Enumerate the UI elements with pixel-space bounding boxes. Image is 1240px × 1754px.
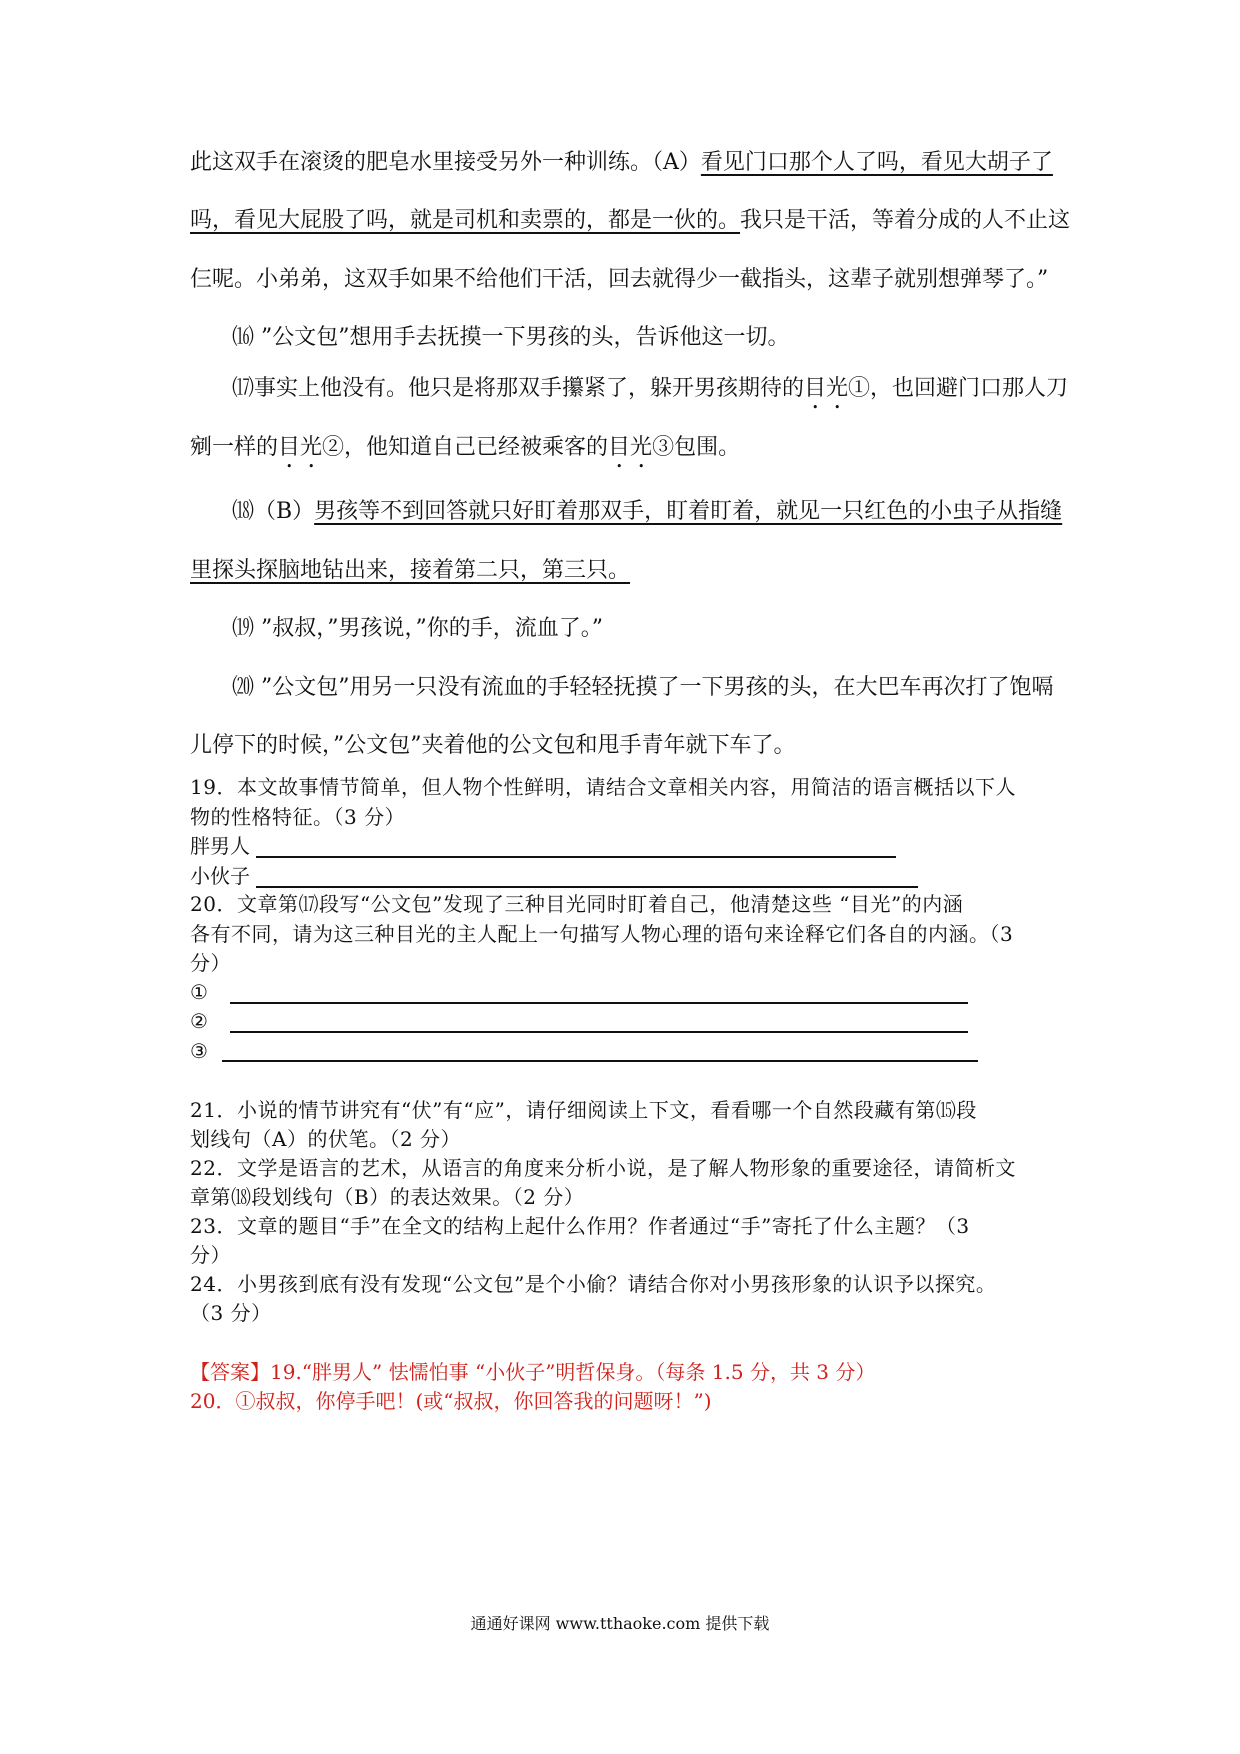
answer-blank-line[interactable] [230,1002,968,1004]
answer-19: 【答案】19.“胖男人” 怯懦怕事 “小伙子”明哲保身。（每条 1.5 分，共 3 分） [190,1360,876,1384]
paragraph-17 [232,374,1068,414]
answer-20: 20．①叔叔，你停手吧！(或“叔叔，你回答我的问题呀！”) [190,1389,712,1413]
emphasized-word: 目光 [608,435,653,460]
paragraph-17-continued [190,433,740,473]
passage-line: 仨呢。小弟弟，这双手如果不给他们干活，回去就得少一截指头，这辈子就别想弹琴了。” [190,267,1049,292]
row-label: ③ [190,1039,208,1063]
question-21: 21．小说的情节讲究有“伏”有“应”，请仔细阅读上下文，看看哪一个自然段藏有第⒂段 [190,1098,977,1122]
passage-text: ⒄事实上他没有。他只是将那双手攥紧了，躲开男孩期待的 [232,376,805,401]
paragraph-20: ⒇ ”公文包”用另一只没有流血的手轻轻抚摸了一下男孩的头，在大巴车再次打了饱嗝 [232,675,1054,700]
row-label: ② [190,1009,208,1033]
question-24: 24．小男孩到底有没有发现“公文包”是个小偷？请结合你对小男孩形象的认识予以探究。 [190,1272,997,1296]
paragraph-16: ⒃ ”公文包”想用手去抚摸一下男孩的头，告诉他这一切。 [232,325,790,350]
answer-blank-line[interactable] [230,1031,968,1033]
answer-blank-line[interactable] [256,886,918,888]
passage-text: 我只是干活，等着分成的人不止这 [740,208,1071,233]
answer-row-young-man [190,862,250,890]
paragraph-18 [232,497,1062,527]
question-19-continued: 物的性格特征。（3 分） [190,805,406,829]
row-label: ① [190,980,208,1004]
passage-text: 剜一样的 [190,435,279,460]
answer-row-fat-man [190,832,250,860]
question-23: 23．文章的题目“手”在全文的结构上起什么作用？作者通过“手”寄托了什么主题？（3 [190,1214,970,1238]
passage-text: ②，他知道自己已经被乘客的 [322,435,609,460]
paragraph-20-continued: 儿停下的时候，”公文包”夹着他的公文包和甩手青年就下车了。 [190,733,796,758]
passage-text: ③包围。 [652,435,741,460]
question-20-continued: 各有不同，请为这三种目光的主人配上一句描写人物心理的语句来诠释它们各自的内涵。（3 [190,922,1014,946]
passage-text: 此这双手在滚烫的肥皂水里接受另外一种训练。（A） [190,150,701,175]
paragraph-18-continued [190,556,630,586]
row-label: 胖男人 [190,834,250,858]
page-footer: 通通好课网 www.tthaoke.com 提供下载 [470,1614,770,1633]
underlined-sentence-a: 吗，看见大屁股了吗，就是司机和卖票的，都是一伙的。 [190,208,741,233]
answer-row-3 [190,1037,208,1065]
underlined-sentence-b: 男孩等不到回答就只好盯着那双手，盯着盯着，就见一只红色的小虫子从指缝 [314,499,1063,524]
row-label: 小伙子 [190,864,250,888]
answer-blank-line[interactable] [222,1060,978,1062]
question-20: 20．文章第⒄段写“公文包”发现了三种目光同时盯着自己，他清楚这些 “目光”的内涵 [190,892,964,916]
passage-line [190,148,1053,178]
question-21-continued: 划线句（A）的伏笔。（2 分） [190,1127,462,1151]
paragraph-19: ⒆ ”叔叔，”男孩说，”你的手，流血了。” [232,616,603,641]
question-23-continued: 分） [190,1243,231,1267]
question-22-continued: 章第⒅段划线句（B）的表达效果。（2 分） [190,1185,585,1209]
passage-text: ①，也回避门口那人刀 [848,376,1069,401]
question-20-continued: 分） [190,951,231,975]
passage-text: ⒅（B） [232,499,315,524]
underlined-sentence-a: 看见门口那个人了吗，看见大胡子了 [700,150,1053,175]
question-19: 19．本文故事情节简单，但人物个性鲜明，请结合文章相关内容，用简洁的语言概括以下人 [190,775,1016,799]
passage-line [190,206,1070,236]
answer-row-2 [190,1007,208,1035]
underlined-sentence-b: 里探头探脑地钻出来，接着第二只，第三只。 [190,558,631,583]
answer-blank-line[interactable] [256,856,896,858]
emphasized-word: 目光 [804,376,849,401]
emphasized-word: 目光 [278,435,323,460]
question-24-continued: （3 分） [190,1301,272,1325]
question-22: 22．文学是语言的艺术，从语言的角度来分析小说，是了解人物形象的重要途径，请简析文 [190,1156,1016,1180]
answer-row-1 [190,978,208,1006]
